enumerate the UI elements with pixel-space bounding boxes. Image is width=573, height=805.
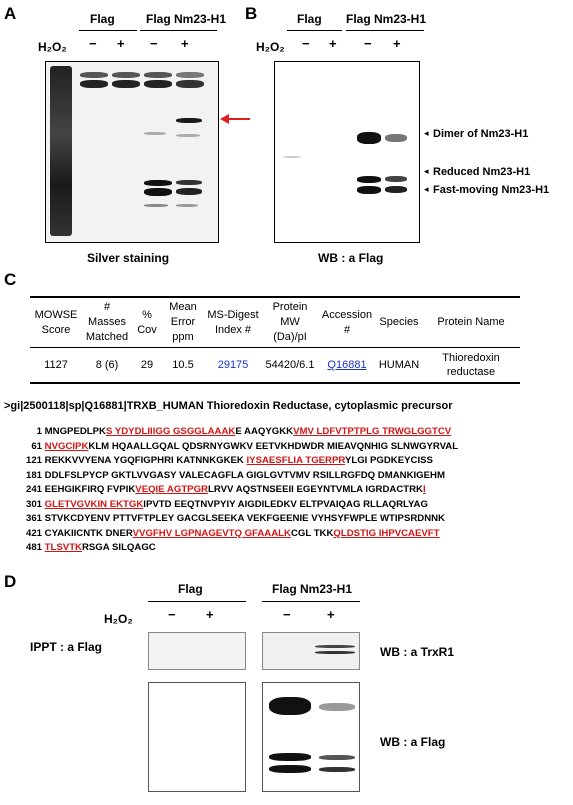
panel-b-sign-2: +: [329, 36, 337, 51]
matched-peptide: TLSVTK: [44, 542, 82, 553]
blot-band-fast: [385, 186, 407, 193]
protein-sequence: [16, 425, 458, 556]
blot-band-dimer: [357, 132, 381, 144]
gel-band: [144, 132, 166, 135]
blot-band-trxr1: [315, 645, 355, 648]
sequence-segment: CYAKIICNTK DNER: [44, 527, 133, 539]
table-row: [30, 348, 520, 384]
annotation-reduced: Reduced Nm23-H1: [433, 166, 531, 178]
flag-blot-flag-lanes: [148, 682, 246, 792]
panel-a-sign-2: +: [117, 36, 125, 51]
panel-a-sign-1: −: [89, 36, 97, 51]
silver-stain-gel: [45, 61, 219, 243]
panel-d-sign-4: +: [327, 607, 335, 622]
cell-mw: 54420/6.1: [262, 348, 318, 384]
red-arrow-icon: [220, 112, 252, 126]
sequence-segment: IPVTD EEQTNVPYIY AIGDILEDKV ELTPVAIQAG RLLAQRLYAG: [143, 498, 428, 510]
sequence-segment: RSGA SILQAGC: [81, 542, 156, 553]
sequence-segment: E: [235, 426, 242, 437]
gel-band: [176, 72, 204, 78]
sequence-line: [16, 440, 458, 455]
panel-d-group-nm23: Flag Nm23-H1: [272, 582, 353, 596]
sequence-line-number: 181: [25, 469, 42, 481]
gel-band: [144, 180, 172, 186]
matched-peptide: S YDYDLIIIGG GSGGLAAAK: [105, 426, 236, 437]
col-species: Species: [376, 297, 422, 348]
matched-peptide: QLDSTIG IHPVCAEVFT: [333, 527, 440, 539]
gel-band: [176, 80, 204, 88]
sequence-line: [16, 454, 458, 469]
gel-band: [112, 72, 140, 78]
panel-d-h2o2-label: H₂O₂: [104, 612, 133, 626]
panel-b-sign-1: −: [302, 36, 310, 51]
blot-band: [283, 156, 301, 158]
sequence-line-number: 61: [31, 440, 42, 452]
gel-band: [144, 80, 172, 88]
sequence-segment: MNGPEDLPK: [44, 426, 106, 437]
sequence-segment: STVKCDYENV PTTVFTPLEY GACGLSEEKA VEKFGEENIE VYHSYFWPLE WTIPSRDNNK: [44, 513, 445, 524]
panel-d-sign-2: +: [206, 607, 214, 622]
cell-mowse: 1127: [30, 348, 82, 384]
ippt-trxr1-blot-nm23: [262, 632, 360, 670]
gel-band: [144, 204, 168, 207]
panel-d-sign-3: −: [283, 607, 291, 622]
sequence-segment: EEHGIKFIRQ FVPIK: [44, 484, 136, 495]
gel-band-dimer: [176, 118, 202, 123]
sequence-line-number: 301: [25, 498, 42, 510]
panel-c-label: C: [4, 270, 17, 289]
gel-band: [80, 72, 108, 78]
sequence-segment: LRVV AQSTNSEEII EGEYNTVMLA IGRDACTRK: [207, 484, 423, 495]
sequence-line: [16, 541, 458, 556]
arrowhead-icon: ◂: [424, 128, 429, 138]
arrowhead-icon: ◂: [424, 184, 429, 194]
ms-results-table: [30, 296, 520, 384]
gel-band: [80, 80, 108, 88]
gel-band: [144, 72, 172, 78]
panel-d-underline-flag: [148, 601, 246, 602]
sequence-line-number: 361: [25, 513, 42, 524]
panel-d-sign-1: −: [168, 607, 176, 622]
matched-peptide: NVGCIPK: [44, 440, 89, 452]
sequence-segment: CGL TKK: [290, 527, 334, 539]
cell-accession-link[interactable]: Q16881: [318, 348, 376, 384]
sequence-line-number: 1: [36, 426, 42, 437]
flag-blot-nm23-lanes: [262, 682, 360, 792]
panel-b-sign-4: +: [393, 36, 401, 51]
sequence-segment: DDLFSLPYCP GKTLVVGASY VALECAGFLA GIGLGVTVMV RSILLRGFDQ DMANKIGEHM: [44, 469, 445, 481]
blot-band: [269, 765, 311, 773]
gel-band: [176, 134, 200, 137]
panel-b-group-nm23: Flag Nm23-H1: [346, 12, 427, 26]
cell-protein-name: Thioredoxin reductase: [422, 348, 520, 384]
panel-a-group-flag: Flag: [90, 12, 115, 26]
cell-msdigest-link[interactable]: 29175: [204, 348, 262, 384]
panel-a-sign-4: +: [181, 36, 189, 51]
matched-peptide: VEQIE AGTPGR: [135, 484, 208, 495]
col-mw: Protein MW (Da)/pI: [262, 297, 318, 348]
arrowhead-icon: ◂: [424, 166, 429, 176]
panel-b-h2o2-label: H₂O₂: [256, 40, 285, 54]
ladder-lane: [50, 66, 72, 236]
blot-band: [319, 755, 355, 760]
col-msdigest: MS-Digest Index #: [204, 297, 262, 348]
panel-d-label: D: [4, 572, 17, 591]
gel-band: [176, 204, 198, 207]
panel-b-group-flag: Flag: [297, 12, 322, 26]
cell-error: 10.5: [162, 348, 204, 384]
sequence-segment: REKKVVYENA YGQFIGPHRI KATNNKGKEK: [44, 455, 247, 466]
blot-band-fast: [357, 186, 381, 194]
panel-a-underline-nm23: [140, 30, 217, 31]
blot-band-trxr1: [315, 651, 355, 654]
matched-peptide: I: [422, 484, 426, 495]
flag-western-blot: [274, 61, 420, 243]
sequence-segment: YLGI PGDKEYCISS: [344, 455, 433, 466]
sequence-line-number: 421: [25, 527, 42, 539]
sequence-line: [16, 512, 458, 527]
col-error: Mean Error ppm: [162, 297, 204, 348]
wb-flag-label: WB : a Flag: [380, 735, 446, 749]
gel-band: [176, 180, 202, 185]
panel-d-underline-nm23: [262, 601, 360, 602]
col-protein-name: Protein Name: [422, 297, 520, 348]
sequence-line-number: 121: [25, 455, 42, 466]
matched-peptide: VMV LDFVTPTPLG TRWGLGGTCV: [293, 426, 452, 437]
panel-b-caption: WB : a Flag: [318, 251, 384, 265]
panel-a-h2o2-label: H₂O₂: [38, 40, 67, 54]
panel-a-underline-flag: [79, 30, 137, 31]
blot-band-dimer: [385, 134, 407, 142]
ippt-label: IPPT : a Flag: [30, 640, 103, 654]
cell-cov: 29: [132, 348, 162, 384]
sequence-line: [16, 425, 458, 440]
blot-band: [269, 697, 311, 715]
sequence-line: [16, 527, 458, 542]
col-masses: # Masses Matched: [82, 297, 132, 348]
panel-b-sign-3: −: [364, 36, 372, 51]
col-cov: % Cov: [132, 297, 162, 348]
panel-a-group-nm23: Flag Nm23-H1: [146, 12, 227, 26]
sequence-line: [16, 498, 458, 513]
sequence-line-number: 241: [25, 484, 42, 495]
blot-band: [319, 767, 355, 772]
annotation-fast-moving: Fast-moving Nm23-H1: [433, 184, 550, 196]
matched-peptide: VVGFHV LGPNAGEVTQ GFAAALK: [132, 527, 291, 539]
col-accession: Accession #: [318, 297, 376, 348]
cell-species: HUMAN: [376, 348, 422, 384]
ippt-trxr1-blot-flag: [148, 632, 246, 670]
panel-a-sign-3: −: [150, 36, 158, 51]
gel-band: [144, 188, 172, 196]
gel-band: [112, 80, 140, 88]
cell-masses: 8 (6): [82, 348, 132, 384]
panel-b-underline-nm23: [346, 30, 424, 31]
blot-band: [319, 703, 355, 711]
blot-band: [269, 753, 311, 761]
annotation-dimer: Dimer of Nm23-H1: [433, 128, 529, 140]
sequence-line-number: 481: [25, 542, 42, 553]
panel-a-caption: Silver staining: [87, 251, 170, 265]
matched-peptide: GLETVGVKIN EKTGK: [44, 498, 144, 510]
blot-band-reduced: [385, 176, 407, 182]
matched-peptide: IYSAESFLIA TGERPR: [246, 455, 345, 466]
sequence-title: >gi|2500118|sp|Q16881|TRXB_HUMAN Thioredoxin Reductase, cytoplasmic precursor: [4, 400, 453, 412]
sequence-segment: KLM HQAALLGQAL QDSRNYGWKV EETVKHDWDR MIEAVQNHIG SLNWGYRVAL: [88, 440, 459, 452]
sequence-segment: AAQYGKK: [241, 426, 294, 437]
panel-a-label: A: [4, 4, 17, 23]
gel-band: [176, 188, 202, 195]
sequence-line: [16, 483, 458, 498]
blot-band-reduced: [357, 176, 381, 183]
panel-d-group-flag: Flag: [178, 582, 203, 596]
col-mowse: MOWSE Score: [30, 297, 82, 348]
panel-b-label: B: [245, 4, 258, 23]
wb-trxr1-label: WB : a TrxR1: [380, 645, 455, 659]
sequence-line: [16, 469, 458, 484]
panel-b-underline-flag: [287, 30, 342, 31]
